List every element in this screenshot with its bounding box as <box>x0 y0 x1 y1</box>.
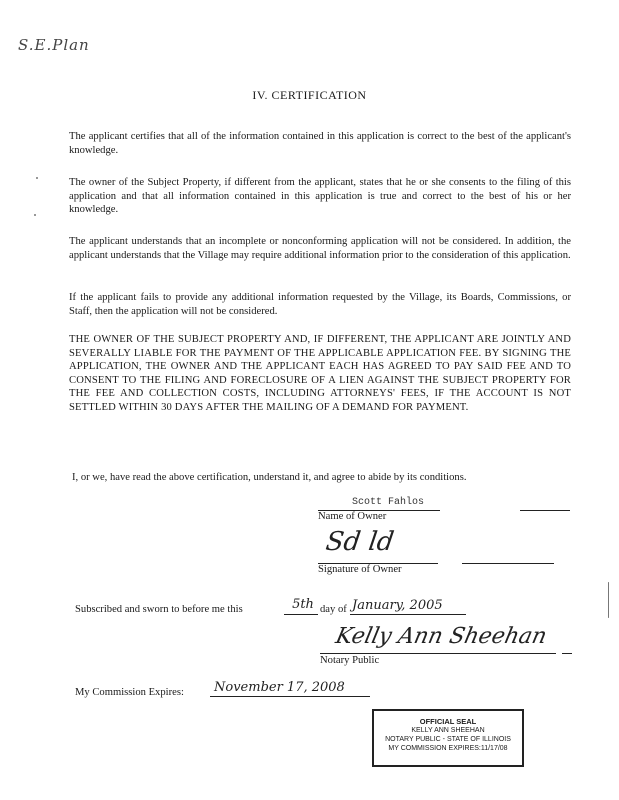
notary-label: Notary Public <box>320 655 380 666</box>
subscribed-month-value: January, 2005 <box>352 598 443 613</box>
notary-signature: Kelly Ann Sheehan <box>333 624 549 649</box>
subscribed-prefix: Subscribed and sworn to before me this <box>75 604 243 615</box>
margin-handwritten-note: S.E.Plan <box>18 36 90 54</box>
paragraph-incomplete-application: The applicant understands that an incomplete or nonconforming application will not be considered. In addition, the applicant understands that the Village may require additional information prior to the consideration of this application. <box>69 236 571 261</box>
paragraph-owner-consent: The owner of the Subject Property, if different from the applicant, states that he or she consents to the filing of this application and that all information contained in this application is true and correct to the best of his or her knowledge. <box>69 177 571 216</box>
commission-label: My Commission Expires: <box>75 687 184 698</box>
paragraph-agreement: I, or we, have read the above certification, understand it, and agree to abide by its conditions. <box>72 472 467 483</box>
owner-typed-name: Scott Fahlos <box>352 497 425 508</box>
owner-name-date-line <box>520 510 570 511</box>
notary-date-line <box>562 653 572 654</box>
scan-mark <box>34 214 36 216</box>
notary-seal-stamp <box>372 709 524 767</box>
subscribed-day-label: day of <box>320 604 347 615</box>
subscribed-day-line <box>284 614 318 615</box>
seal-state: NOTARY PUBLIC - STATE OF ILLINOIS <box>385 736 511 743</box>
commission-value: November 17, 2008 <box>214 680 345 695</box>
paragraph-additional-info: If the applicant fails to provide any additional information requested by the Village, its Boards, Commissions, or Staff, then the application will not be considered. <box>69 292 571 317</box>
page-title: IV. CERTIFICATION <box>252 88 367 102</box>
seal-name: KELLY ANN SHEEHAN <box>411 727 485 734</box>
owner-name-label: Name of Owner <box>318 511 387 522</box>
owner-signature-label: Signature of Owner <box>318 564 402 575</box>
subscribed-day-value: 5th <box>292 597 314 612</box>
paragraph-fee-liability: THE OWNER OF THE SUBJECT PROPERTY AND, IF DIFFERENT, THE APPLICANT ARE JOINTLY AND SEVERALLY LIABLE FOR THE PAYMENT OF THE APPLICABLE APPLICATION FEE. BY SIGNING THE APPLICATION, THE OWNER AND THE APPLICANT EACH HAS AGREED TO PAY SAID FEE AND TO CONSENT TO THE FILING AND FORECLOSURE OF A LIEN AGAINST THE SUBJECT PROPERTY FOR THE FEE AND COLLECTION COSTS, INCLUDING ATTORNEYS' FEES, IF THE ACCOUNT IS NOT SETTLED WITHIN 30 DAYS AFTER THE MAILING OF A DEMAND FOR PAYMENT. <box>69 334 571 413</box>
seal-expiry: MY COMMISSION EXPIRES:11/17/08 <box>388 745 508 752</box>
notary-signature-line <box>320 653 556 654</box>
owner-signature-date-line <box>462 563 554 564</box>
scan-mark <box>36 177 38 179</box>
paragraph-accuracy: The applicant certifies that all of the information contained in this application is correct to the best of the applicant's knowledge. <box>69 131 571 156</box>
scan-mark <box>608 582 609 618</box>
subscribed-month-line <box>350 614 466 615</box>
owner-signature: Sd ld <box>323 527 396 557</box>
commission-line <box>210 696 370 697</box>
seal-title: OFFICIAL SEAL <box>419 717 477 726</box>
